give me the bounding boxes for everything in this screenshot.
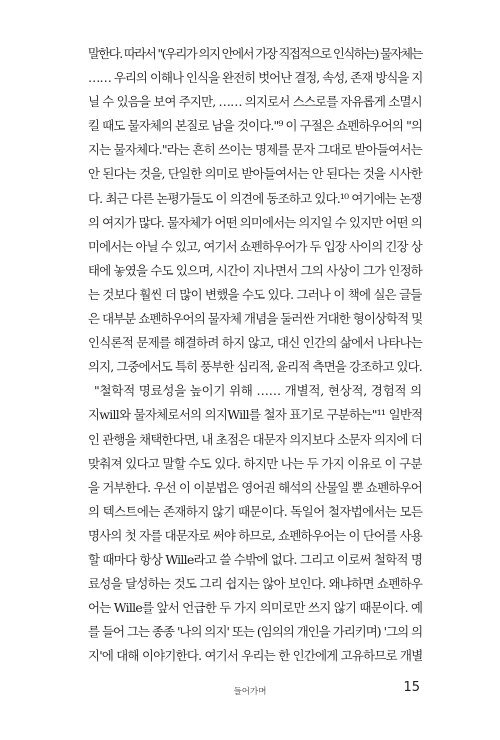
text-line: 말한다. 따라서 "(우리가 의지 안에서 가장 직접적으로 인식하는) 물자체는 [88,46,422,61]
text-line: 지는 물자체다."라는 흔히 쓰이는 명제를 문자 그대로 받아들여서는 [88,142,422,158]
text-line: 은 대부분 쇼펜하우어의 물자체 개념을 둘러싼 거대한 형이상학적 및 [88,311,423,327]
text-line: 을 거부한다. 우선 이 이분법은 영어권 해석의 산물일 뿐 쇼펜하우어 [88,479,423,495]
text-line: 의지, 그중에서도 특히 풍부한 심리적, 윤리적 측면을 강조하고 있다. [88,359,422,375]
text-line: 인식론적 문제를 해결하려 하지 않고, 대신 인간의 삶에서 나타나는 [88,335,423,351]
text-line: 지'에 대해 이야기한다. 여기서 우리는 한 인간에게 고유하므로 개별 [88,648,423,664]
body-text [88,42,422,668]
text-line: …… 우리의 이해나 인식을 완전히 벗어난 결정, 속성, 존재 방식을 지 [88,70,423,86]
text-line: 어는 Wille를 앞서 언급한 두 가지 의미로만 쓰지 않기 때문이다. 예 [88,600,423,616]
text-line: 의 텍스트에는 존재하지 않기 때문이다. 독일어 철자법에서는 모든 [88,503,423,519]
text-line: 다. 최근 다른 논평가들도 이 의견에 동조하고 있다.¹⁰ 여기에는 논쟁 [88,190,422,206]
text-line: 의 여지가 많다. 물자체가 어떤 의미에서는 의지일 수 있지만 어떤 의 [88,214,422,230]
page-number: 15 [403,680,420,695]
text-line: 인 관행을 채택한다면, 내 초점은 대문자 의지보다 소문자 의지에 더 [88,431,423,447]
text-line: 닐 수 있음을 보여 주지만, …… 의지로서 스스로를 자유롭게 소멸시 [88,94,422,110]
text-line: 지will와 물자체로서의 의지Will를 철자 표기로 구분하는"¹¹ 일반적 [88,407,423,423]
running-title: 들어가며 [233,687,267,697]
text-line: 맞춰져 있다고 말할 수도 있다. 하지만 나는 두 가지 이유로 이 구분 [88,455,422,471]
text-line: 료성을 달성하는 것도 그리 쉽지는 않아 보인다. 왜냐하면 쇼펜하우 [88,576,423,592]
text-line: 를 들어 그는 종종 '나의 의지' 또는 (임의의 개인을 가리키며) '그의 의 [88,624,423,640]
text-line: 킬 때도 물자체의 본질로 남을 것이다."⁹ 이 구절은 쇼펜하우어의 "의 [88,118,423,134]
text-line: 명사의 첫 자를 대문자로 써야 하므로, 쇼펜하우어는 이 단어를 사용 [88,527,423,543]
text-line-paragraph-start: "철학적 명료성을 높이기 위해 …… 개별적, 현상적, 경험적 의 [94,383,422,399]
text-line: 할 때마다 항상 Wille라고 쓸 수밖에 없다. 그리고 이로써 철학적 명 [88,551,423,567]
text-line: 미에서는 아닐 수 있고, 여기서 쇼펜하우어가 두 입장 사이의 긴장 상 [88,238,422,254]
text-line: 는 것보다 훨씬 더 많이 변했을 수도 있다. 그러나 이 책에 실은 글들 [88,286,422,302]
text-line: 태에 놓였을 수도 있으며, 시간이 지나면서 그의 사상이 그가 인정하 [88,262,423,278]
text-line: 안 된다는 것을, 단일한 의미로 받아들여서는 안 된다는 것을 시사한 [88,166,423,182]
